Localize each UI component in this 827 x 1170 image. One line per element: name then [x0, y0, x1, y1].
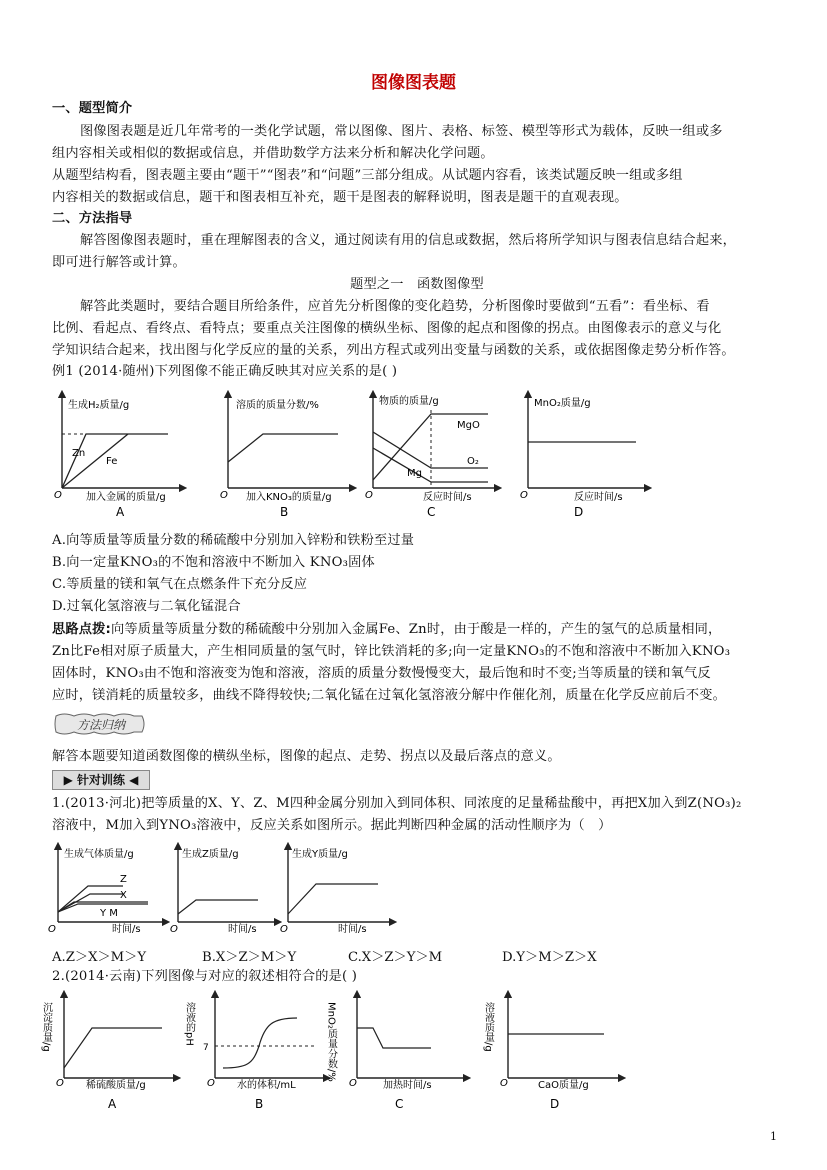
- paragraph-line: 解答图像图表题时，重在理解图表的含义，通过阅读有用的信息或数据，然后将所学知识与图表信息结合起来，: [80, 233, 736, 248]
- svg-text:O: O: [48, 924, 56, 935]
- option-b: B.向一定量KNO₃的不饱和溶液中不断加入 KNO₃固体: [52, 555, 375, 570]
- svg-text:加热时间/s: 加热时间/s: [383, 1080, 432, 1091]
- q1-text: 1.(2013·河北)把等质量的X、Y、Z、M四种金属分别加入到同体积、同浓度的足量稀盐酸中，再把X加入到Z(NO₃)₂: [52, 796, 742, 811]
- chart-a-letter: A: [116, 505, 125, 519]
- chart-a-xlabel: 加入金属的质量/g: [86, 492, 166, 503]
- svg-text:Z: Z: [120, 874, 127, 885]
- chart-a-ylabel: 生成H₂质量/g: [68, 400, 130, 411]
- paragraph-line: 从题型结构看，图表题主要由“题干”“图表”和“问题”三部分组成。从试题内容看，该类试题反映一组或多组: [52, 168, 683, 183]
- q1-option-d: D.Y＞M＞Z＞X: [502, 950, 597, 965]
- svg-text:O₂: O₂: [467, 456, 479, 467]
- q1-text: 溶液中，M加入到YNO₃溶液中，反应关系如图所示。据此判断四种金属的活动性顺序为（ ）: [52, 818, 612, 833]
- q2-chart-a: [41, 994, 178, 1111]
- method-summary-badge: [54, 712, 148, 736]
- q2-chart-c: [326, 994, 468, 1111]
- page-number: 1: [770, 1130, 777, 1143]
- svg-text:C: C: [427, 505, 436, 519]
- method-text: 解答本题要知道函数图像的横纵坐标，图像的起点、走势、拐点以及最后落点的意义。: [52, 749, 561, 764]
- svg-text:O: O: [207, 1078, 215, 1089]
- page-title: 图像图表题: [371, 73, 456, 93]
- analysis-line: 固体时，KNO₃由不饱和溶液变为饱和溶液，溶质的质量分数慢慢变大，最后饱和时不变;当等质量的镁和氧气反: [52, 666, 711, 681]
- analysis-line: 应时，镁消耗的质量较多，曲线不降得较快;二氧化锰在过氧化氢溶液分解中作催化剂，质量在化学反应前后不变。: [52, 688, 727, 703]
- svg-text:CaO质量/g: CaO质量/g: [538, 1080, 589, 1091]
- svg-text:溶质的质量分数/%: 溶质的质量分数/%: [236, 400, 319, 411]
- q1-chart-3: [280, 846, 393, 935]
- svg-text:7: 7: [203, 1043, 209, 1053]
- fe-label: Fe: [106, 456, 118, 467]
- paragraph-line: 即可进行解答或计算。: [52, 255, 186, 270]
- paragraph-line: 解答此类题时，要结合题目所给条件，应首先分析图像的变化趋势，分析图像时要做到“五看”：看坐标、看: [80, 299, 710, 314]
- analysis-label: 思路点拨:: [52, 622, 112, 637]
- example-1-question: 例1 (2014·随州)下列图像不能正确反映其对应关系的是( ): [52, 364, 398, 379]
- q1-charts: [48, 842, 428, 937]
- svg-text:O: O: [280, 924, 288, 935]
- svg-text:生成Z质量/g: 生成Z质量/g: [182, 849, 239, 860]
- svg-text:MgO: MgO: [457, 420, 480, 431]
- svg-text:物质的质量/g: 物质的质量/g: [379, 396, 439, 407]
- q1-chart-1: [48, 846, 166, 935]
- svg-text:时间/s: 时间/s: [338, 924, 367, 935]
- svg-text:Mg: Mg: [407, 468, 422, 479]
- q2-charts: [42, 988, 642, 1116]
- paragraph-line: 组内容相关或相似的数据或信息，并借助数学方法来分析和解决化学问题。: [52, 146, 494, 161]
- example-1-charts: [48, 390, 788, 525]
- svg-text:沉淀质量/g: 沉淀质量/g: [40, 1002, 52, 1052]
- svg-text:时间/s: 时间/s: [112, 924, 141, 935]
- svg-text:O: O: [54, 490, 62, 501]
- svg-text:生成气体质量/g: 生成气体质量/g: [64, 849, 134, 860]
- chart-d: [520, 394, 648, 519]
- svg-text:溶液的pH: 溶液的pH: [183, 1002, 195, 1046]
- option-c: C.等质量的镁和氧气在点燃条件下充分反应: [52, 577, 308, 592]
- q2-chart-b: [184, 994, 328, 1111]
- chart-c: [365, 394, 498, 519]
- svg-text:C: C: [395, 1097, 404, 1111]
- q1-option-c: C.X＞Z＞Y＞M: [348, 950, 443, 965]
- svg-text:MnO₂质量分数/%: MnO₂质量分数/%: [325, 1002, 337, 1082]
- svg-text:X: X: [120, 890, 127, 901]
- svg-text:B: B: [255, 1097, 264, 1111]
- training-badge: ▶ 针对训练 ◀: [52, 770, 150, 790]
- paragraph-line: 学知识结合起来，找出图与化学反应的量的关系，列出方程式或列出变量与函数的关系，或依据图像走势分析作答。: [52, 343, 735, 358]
- q1-option-a: A.Z＞X＞M＞Y: [52, 950, 147, 965]
- section-heading-method: 二、方法指导: [52, 211, 133, 226]
- paragraph-line: 图像图表题是近几年常考的一类化学试题，常以图像、图片、表格、标签、模型等形式为载体，反映一组或多: [80, 124, 723, 139]
- svg-text:O: O: [170, 924, 178, 935]
- svg-text:O: O: [365, 490, 373, 501]
- svg-text:水的体积/mL: 水的体积/mL: [237, 1080, 296, 1091]
- svg-text:方法归纳: 方法归纳: [76, 718, 126, 732]
- analysis-line: Zn比Fe相对原子质量大，产生相同质量的氢气时，锌比铁消耗的多;向一定量KNO₃的不饱和溶液中不断加入KNO₃: [52, 644, 731, 659]
- option-d: D.过氧化氢溶液与二氧化锰混合: [52, 599, 241, 614]
- q1-chart-2: [170, 846, 278, 935]
- paragraph-line: 内容相关的数据或信息，题干和图表相互补充，题干是图表的解释说明，图表是题干的直观表现。: [52, 190, 628, 205]
- q2-text: 2.(2014·云南)下列图像与对应的叙述相符合的是( ): [52, 969, 358, 984]
- svg-text:稀硫酸质量/g: 稀硫酸质量/g: [86, 1080, 146, 1091]
- svg-text:生成Y质量/g: 生成Y质量/g: [292, 849, 348, 860]
- section-heading-intro: 一、题型简介: [52, 101, 133, 116]
- svg-text:D: D: [550, 1097, 560, 1111]
- svg-text:反应时间/s: 反应时间/s: [574, 492, 623, 503]
- svg-text:反应时间/s: 反应时间/s: [423, 492, 472, 503]
- q2-chart-d: [483, 994, 623, 1111]
- svg-text:A: A: [108, 1097, 117, 1111]
- q1-option-b: B.X＞Z＞M＞Y: [202, 950, 297, 965]
- svg-text:O: O: [520, 490, 528, 501]
- subtype-heading: 题型之一 函数图像型: [350, 277, 484, 292]
- chart-b: [220, 394, 353, 519]
- svg-text:MnO₂质量/g: MnO₂质量/g: [534, 398, 591, 409]
- chart-a: [54, 394, 183, 519]
- zn-label: Zn: [72, 448, 86, 459]
- paragraph-line: 比例、看起点、看终点、看特点；要重点关注图像的横纵坐标、图像的起点和图像的拐点。由图像表示的意义与化: [52, 321, 722, 336]
- svg-text:O: O: [349, 1078, 357, 1089]
- svg-text:Y M: Y M: [100, 908, 118, 919]
- svg-text:B: B: [280, 505, 289, 519]
- svg-text:加入KNO₃的质量/g: 加入KNO₃的质量/g: [246, 492, 332, 503]
- analysis-line: 思路点拨:向等质量等质量分数的稀硫酸中分别加入金属Fe、Zn时，由于酸是一样的，产生的氢气的总质量相同，: [52, 622, 722, 637]
- svg-text:D: D: [574, 505, 584, 519]
- option-a: A.向等质量等质量分数的稀硫酸中分别加入锌粉和铁粉至过量: [52, 533, 415, 548]
- svg-text:O: O: [56, 1078, 64, 1089]
- svg-text:时间/s: 时间/s: [228, 924, 257, 935]
- svg-text:O: O: [500, 1078, 508, 1089]
- fe-line: [62, 434, 128, 488]
- svg-text:O: O: [220, 490, 228, 501]
- svg-text:溶液质量/g: 溶液质量/g: [482, 1002, 494, 1052]
